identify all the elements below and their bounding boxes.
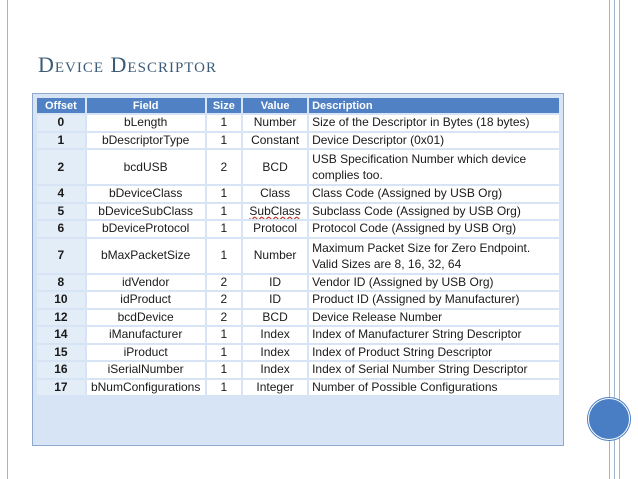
table-header-row — [37, 98, 559, 113]
cell-value: Index — [243, 327, 307, 343]
table-row — [37, 345, 559, 361]
cell-field: bLength — [87, 115, 205, 131]
cell-offset: 15 — [37, 345, 85, 361]
cell-offset: 14 — [37, 327, 85, 343]
cell-size: 1 — [207, 239, 242, 273]
cell-offset: 4 — [37, 186, 85, 202]
cell-description: Index of Serial Number String Descriptor — [309, 362, 559, 378]
cell-value: Class — [243, 186, 307, 202]
cell-field: bDescriptorType — [87, 133, 205, 149]
cell-value: Number — [243, 115, 307, 131]
cell-field: iSerialNumber — [87, 362, 205, 378]
cell-value: Index — [243, 345, 307, 361]
cell-size: 1 — [207, 204, 242, 220]
cell-offset: 7 — [37, 239, 85, 273]
header-value: Value — [243, 98, 307, 113]
cell-description: Maximum Packet Size for Zero Endpoint. Valid Sizes are 8, 16, 32, 64 — [309, 239, 559, 273]
cell-offset: 5 — [37, 204, 85, 220]
cell-size: 2 — [207, 292, 242, 308]
cell-description: USB Specification Number which device complies too. — [309, 150, 559, 184]
table-row — [37, 327, 559, 343]
table-body — [37, 115, 559, 395]
cell-size: 1 — [207, 345, 242, 361]
cell-size: 1 — [207, 362, 242, 378]
cell-offset: 0 — [37, 115, 85, 131]
header-description: Description — [309, 98, 559, 113]
cell-size: 1 — [207, 327, 242, 343]
cell-field: iManufacturer — [87, 327, 205, 343]
cell-description: Product ID (Assigned by Manufacturer) — [309, 292, 559, 308]
cell-value: Integer — [243, 380, 307, 396]
table-row — [37, 115, 559, 131]
header-offset: Offset — [37, 98, 85, 113]
accent-circle — [588, 398, 630, 440]
descriptor-table — [35, 96, 561, 397]
cell-size: 1 — [207, 380, 242, 396]
cell-size: 2 — [207, 150, 242, 184]
cell-value: Number — [243, 239, 307, 273]
table-row — [37, 292, 559, 308]
cell-value: BCD — [243, 150, 307, 184]
slide-title: Device Descriptor — [38, 52, 218, 77]
cell-value: Protocol — [243, 221, 307, 237]
descriptor-table-container — [32, 93, 564, 446]
cell-size: 1 — [207, 133, 242, 149]
cell-description: Index of Manufacturer String Descriptor — [309, 327, 559, 343]
cell-field: bDeviceProtocol — [87, 221, 205, 237]
cell-size: 2 — [207, 275, 242, 291]
table-row — [37, 380, 559, 396]
cell-description: Vendor ID (Assigned by USB Org) — [309, 275, 559, 291]
cell-value: BCD — [243, 310, 307, 326]
cell-description: Number of Possible Configurations — [309, 380, 559, 396]
cell-field: bcdUSB — [87, 150, 205, 184]
cell-offset: 1 — [37, 133, 85, 149]
table-row — [37, 362, 559, 378]
cell-offset: 17 — [37, 380, 85, 396]
table-row — [37, 150, 559, 184]
cell-value: ID — [243, 292, 307, 308]
cell-offset: 16 — [37, 362, 85, 378]
cell-description: Class Code (Assigned by USB Org) — [309, 186, 559, 202]
cell-field: bDeviceSubClass — [87, 204, 205, 220]
cell-field: idProduct — [87, 292, 205, 308]
cell-size: 1 — [207, 115, 242, 131]
cell-field: bNumConfigurations — [87, 380, 205, 396]
header-field: Field — [87, 98, 205, 113]
cell-description: Device Release Number — [309, 310, 559, 326]
cell-offset: 10 — [37, 292, 85, 308]
table-row — [37, 239, 559, 273]
cell-description: Device Descriptor (0x01) — [309, 133, 559, 149]
cell-field: bMaxPacketSize — [87, 239, 205, 273]
cell-size: 1 — [207, 221, 242, 237]
cell-field: iProduct — [87, 345, 205, 361]
cell-description: Protocol Code (Assigned by USB Org) — [309, 221, 559, 237]
table-row — [37, 133, 559, 149]
cell-size: 1 — [207, 186, 242, 202]
table-row — [37, 186, 559, 202]
cell-offset: 6 — [37, 221, 85, 237]
slide-frame-left-line — [7, 0, 8, 479]
cell-offset: 12 — [37, 310, 85, 326]
cell-value: Index — [243, 362, 307, 378]
cell-offset: 8 — [37, 275, 85, 291]
table-row — [37, 204, 559, 220]
cell-field: idVendor — [87, 275, 205, 291]
table-row — [37, 221, 559, 237]
cell-description: Size of the Descriptor in Bytes (18 bytes) — [309, 115, 559, 131]
header-size: Size — [207, 98, 242, 113]
cell-field: bDeviceClass — [87, 186, 205, 202]
cell-description: Index of Product String Descriptor — [309, 345, 559, 361]
cell-offset: 2 — [37, 150, 85, 184]
cell-value: SubClass — [243, 204, 307, 220]
cell-field: bcdDevice — [87, 310, 205, 326]
table-row — [37, 310, 559, 326]
table-row — [37, 275, 559, 291]
cell-value: Constant — [243, 133, 307, 149]
cell-description: Subclass Code (Assigned by USB Org) — [309, 204, 559, 220]
cell-size: 2 — [207, 310, 242, 326]
cell-value: ID — [243, 275, 307, 291]
